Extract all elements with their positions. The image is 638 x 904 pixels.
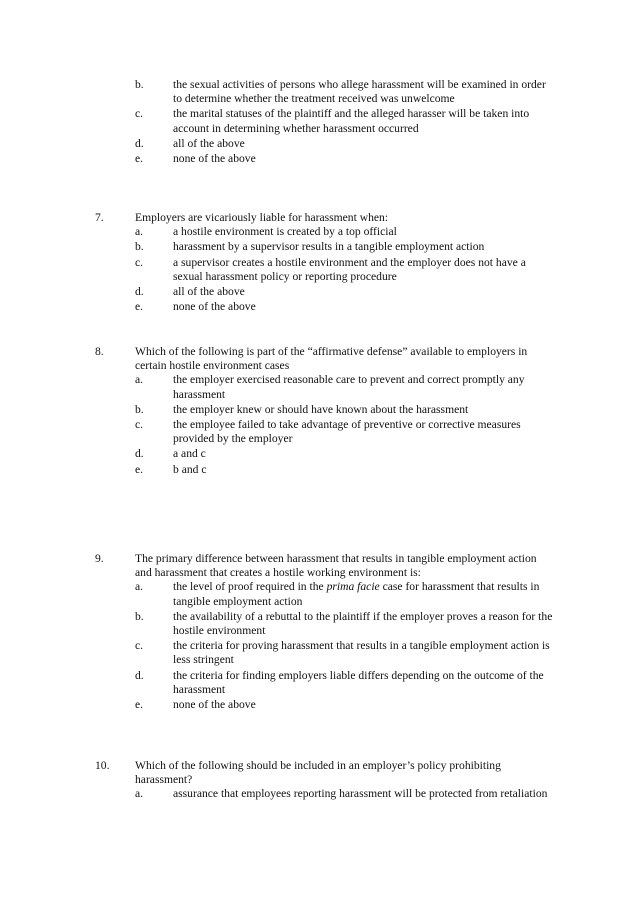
option-letter: a. [135,580,144,594]
option-letter: e. [135,462,144,476]
option-text: a supervisor creates a hostile environment and the employer does not have a sexual harassment policy or reporting procedure [173,255,526,283]
option-letter: a. [135,225,144,239]
option-letter: a. [135,373,144,387]
question-stem-row [95,345,555,373]
question-number: 8. [95,345,104,358]
option-letter: b. [135,609,144,623]
option-text: the employee failed to take advantage of preventive or corrective measures provided by the employer [173,418,521,446]
option-letter: b. [135,78,144,91]
question-7 [95,211,555,314]
option-item [95,447,555,461]
option-letter: e. [135,300,144,314]
option-item [95,463,555,477]
option-text: all of the above [173,285,245,299]
option-item [95,580,555,608]
option-text: assurance that employees reporting harassment will be protected from retaliation [173,787,548,801]
question-stem-row [95,759,555,787]
italic-term: prima facie [326,580,380,594]
option-item [95,418,555,446]
option-item [95,787,555,801]
question-stem: Which of the following should be included in an employer’s policy prohibiting harassment? [135,759,501,787]
option-item [95,225,555,239]
option-letter: c. [135,255,144,269]
option-text: none of the above [173,300,256,314]
option-text: harassment by a supervisor results in a tangible employment action [173,240,485,254]
option-letter: c. [135,107,144,121]
question-stem: Employers are vicariously liable for harassment when: [135,211,389,224]
option-text: the availability of a rebuttal to the plaintiff if the employer proves a reason for the hostile environment [173,609,553,638]
option-item [95,698,555,712]
option-item [95,669,555,697]
option-item [95,300,555,314]
option-item [95,403,555,417]
option-item [95,78,555,106]
option-text: b and c [173,462,207,476]
option-letter: d. [135,668,144,682]
option-letter: d. [135,285,144,299]
question-number: 10. [95,759,110,772]
option-letter: c. [135,418,144,432]
carryover-options [95,78,555,166]
option-text: a and c [173,447,206,461]
option-letter: c. [135,639,144,653]
option-text: the criteria for finding employers liable differs depending on the outcome of the harassment [173,668,544,696]
option-item [95,137,555,151]
option-letter: e. [135,152,144,166]
question-number: 9. [95,552,104,565]
option-text: none of the above [173,698,256,712]
option-text: the marital statuses of the plaintiff and the alleged harasser will be taken into account in determining whether harassment occurred [173,107,530,135]
option-text: a hostile environment is created by a top official [173,225,397,239]
option-letter: b. [135,402,144,416]
question-8 [95,345,555,477]
option-item [95,373,555,401]
option-text: all of the above [173,136,245,150]
option-text: the sexual activities of persons who allege harassment will be examined in order to determine whether the treatment received was unwelcome [173,78,546,106]
question-10 [95,759,555,802]
option-item [95,610,555,638]
option-item [95,240,555,254]
option-item [95,285,555,299]
question-stem: Which of the following is part of the “affirmative defense” available to employers in certain hostile environment cases [135,345,528,373]
option-text: the criteria for proving harassment that results in a tangible employment action is less stringent [173,639,550,667]
option-text: the employer exercised reasonable care to prevent and correct promptly any harassment [173,373,525,401]
option-text: the level of proof required in the prima facie case for harassment that results in tangible employment action [173,580,540,608]
option-item [95,256,555,284]
option-letter: b. [135,240,144,254]
option-item [95,639,555,667]
question-number: 7. [95,211,104,224]
question-stem: The primary difference between harassment that results in tangible employment action and harassment that creates a hostile working environment is: [135,552,537,580]
option-text: the employer knew or should have known about the harassment [173,402,469,416]
question-9 [95,552,555,712]
option-letter: d. [135,447,144,461]
option-item [95,152,555,166]
question-stem-row [95,211,555,225]
question-stem-row [95,552,555,580]
option-letter: a. [135,787,144,801]
option-item [95,107,555,135]
option-letter: d. [135,136,144,150]
option-text: none of the above [173,152,256,166]
option-letter: e. [135,698,144,712]
